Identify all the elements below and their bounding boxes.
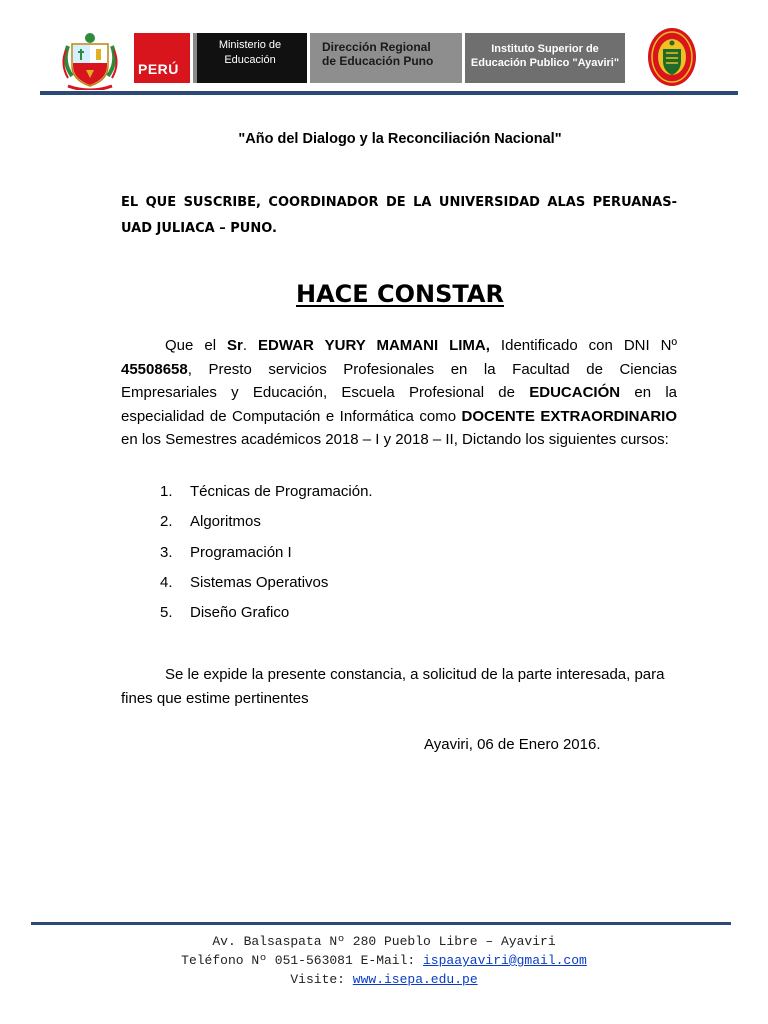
instituto-line-1: Instituto Superior de <box>491 43 599 55</box>
footer-website-line: Visite: www.isepa.edu.pe <box>290 972 478 987</box>
footer-divider <box>31 922 731 925</box>
footer-phone-line: Teléfono Nº 051-563081 E-Mail: ispaayaviri@gmail.com <box>181 953 587 968</box>
dni-number: 45508658 <box>121 360 188 378</box>
document-date: Ayaviri, 06 de Enero 2016. <box>424 736 601 753</box>
list-item: 2. Algoritmos <box>160 513 261 531</box>
direccion-line-2: de Educación Puno <box>322 54 434 68</box>
peru-label: PERÚ <box>138 61 179 77</box>
year-motto: "Año del Dialogo y la Reconciliación Nacional" <box>238 131 562 147</box>
main-paragraph: Que el Sr. EDWAR YURY MAMANI LIMA, Identificado con DNI Nº 45508658, Presto servicios Profesionales en la Facultad de Ciencias Empresariales y Educación, Escuela Profesional de EDUCACIÓN en la especialidad de Computación e Informática como DOCENTE EXTRAORDINARIO en los Semestres académicos 2018 – I y 2018 – II, Dictando los siguientes cursos: <box>121 337 677 449</box>
school-name: EDUCACIÓN <box>529 384 621 402</box>
list-item: 1. Técnicas de Programación. <box>160 483 373 500</box>
list-item: 5. Diseño Grafico <box>160 604 290 622</box>
list-item: 3. Programación I <box>160 543 292 561</box>
document-title: HACE CONSTAR <box>296 280 504 308</box>
footer-address: Av. Balsaspata Nº 280 Pueblo Libre – Ayaviri <box>212 934 556 949</box>
footer-contact <box>0 932 768 989</box>
ministerio-box <box>193 33 307 83</box>
website-link[interactable]: www.isepa.edu.pe <box>352 972 478 987</box>
letterhead <box>0 0 768 100</box>
instituto-box <box>465 33 625 83</box>
instituto-line-2: Educación Publico "Ayaviri" <box>470 57 620 69</box>
peru-coat-of-arms-icon <box>58 22 122 90</box>
person-name: EDWAR YURY MAMANI LIMA, <box>258 337 490 354</box>
direccion-line-1: Dirección Regional <box>322 40 431 54</box>
role-name: DOCENTE EXTRAORDINARIO <box>461 407 677 425</box>
peru-brand-box <box>124 33 190 83</box>
institute-seal-icon <box>647 27 697 87</box>
header-divider <box>40 91 738 95</box>
title-sr: Sr <box>227 337 243 354</box>
direccion-regional-box <box>310 33 462 83</box>
ministerio-line-1: Ministerio de <box>218 39 282 51</box>
list-item: 4. Sistemas Operativos <box>160 573 329 591</box>
ministerio-line-2: Educación <box>224 54 276 66</box>
email-link[interactable]: ispaayaviri@gmail.com <box>423 953 587 968</box>
closing-paragraph: Se le expide la presente constancia, a solicitud de la parte interesada, para fines que estime pertinentes <box>121 666 665 707</box>
course-list <box>160 480 580 631</box>
signer-statement: EL QUE SUSCRIBE, COORDINADOR DE LA UNIVERSIDAD ALAS PERUANAS-UAD JULIACA – PUNO. <box>121 195 677 236</box>
